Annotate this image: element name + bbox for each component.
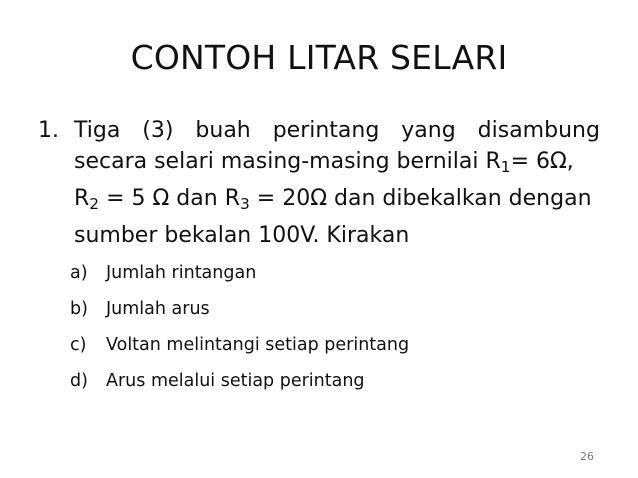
line-3-end: = 20Ω dan dibekalkan dengan [249, 185, 592, 211]
list-item [70, 294, 590, 330]
question-line-3 [74, 183, 600, 220]
item-text: Voltan melintangi setiap perintang [106, 335, 410, 355]
item-text: Arus melalui setiap perintang [106, 371, 365, 391]
subscript-r2: 2 [89, 194, 100, 213]
item-text: Jumlah arus [106, 299, 210, 319]
list-item [70, 258, 590, 294]
word: (3) [142, 118, 174, 143]
question-line-1 [74, 115, 600, 146]
question-line-2 [74, 146, 600, 183]
word: yang [401, 118, 456, 143]
page-number: 26 [580, 450, 594, 463]
line-2-text: secara selari masing-masing bernilai R [74, 149, 501, 174]
list-item [70, 330, 590, 366]
subscript-r3: 3 [239, 194, 250, 213]
question-line-4: sumber bekalan 100V. Kirakan [74, 222, 410, 248]
question-text [74, 115, 600, 251]
item-text: Jumlah rintangan [106, 263, 257, 283]
question-number: 1. [38, 118, 59, 143]
line-3-mid: = 5 Ω dan R [99, 185, 240, 211]
sub-question-list [70, 258, 590, 402]
word: disambung [477, 118, 600, 143]
line-2-value: = 6Ω, [510, 149, 574, 174]
question-block [38, 115, 600, 251]
item-label: a) [70, 263, 88, 283]
resistor-r2: R [74, 185, 90, 211]
word: buah [195, 118, 251, 143]
word: Tiga [74, 118, 121, 143]
item-label: d) [70, 371, 88, 391]
list-item [70, 366, 590, 402]
word: perintang [272, 118, 380, 143]
subscript-r1: 1 [500, 157, 511, 176]
slide-title: CONTOH LITAR SELARI [130, 38, 508, 77]
item-label: b) [70, 299, 88, 319]
item-label: c) [70, 335, 87, 355]
